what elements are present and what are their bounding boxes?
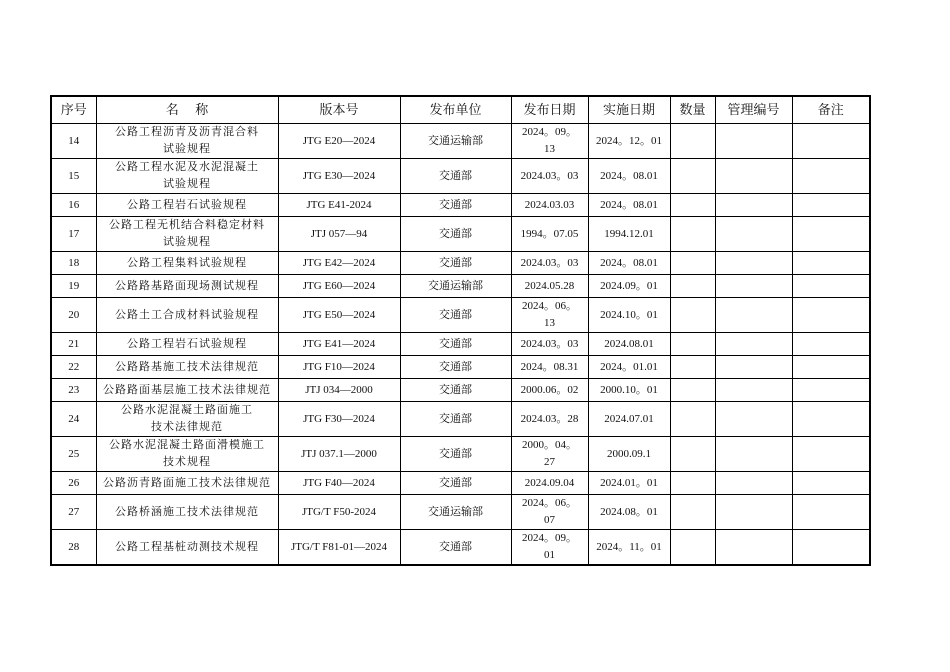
- cell-publish-date: 2024。06。 07: [511, 495, 588, 530]
- cell-name: 公路工程沥青及沥青混合料 试验规程: [96, 124, 278, 159]
- cell-effective-date: 2024。08.01: [588, 159, 670, 194]
- header-remark: 备注: [792, 96, 870, 124]
- cell-version: JTG/T F81-01—2024: [278, 530, 400, 566]
- cell-version: JTG E20—2024: [278, 124, 400, 159]
- table-row: [51, 356, 870, 379]
- cell-name: 公路桥涵施工技术法律规范: [96, 495, 278, 530]
- table-row: [51, 217, 870, 252]
- cell-seq: 25: [51, 437, 96, 472]
- cell-effective-date: 2024.08。01: [588, 495, 670, 530]
- cell-mgmt-no: [715, 379, 792, 402]
- cell-quantity: [670, 194, 715, 217]
- cell-publish-date: 2024。09。 01: [511, 530, 588, 566]
- cell-publisher: 交通部: [400, 472, 511, 495]
- cell-seq: 17: [51, 217, 96, 252]
- cell-version: JTJ 034—2000: [278, 379, 400, 402]
- cell-version: JTG/T F50-2024: [278, 495, 400, 530]
- table-row: [51, 402, 870, 437]
- cell-publish-date: 2000。04。 27: [511, 437, 588, 472]
- cell-mgmt-no: [715, 402, 792, 437]
- cell-publish-date: 2024.03。03: [511, 159, 588, 194]
- cell-remark: [792, 124, 870, 159]
- cell-version: JTG E30—2024: [278, 159, 400, 194]
- table-row: [51, 472, 870, 495]
- cell-mgmt-no: [715, 495, 792, 530]
- cell-mgmt-no: [715, 437, 792, 472]
- cell-seq: 27: [51, 495, 96, 530]
- cell-name: 公路水泥混凝土路面施工 技术法律规范: [96, 402, 278, 437]
- cell-quantity: [670, 275, 715, 298]
- table-row: [51, 194, 870, 217]
- cell-quantity: [670, 530, 715, 566]
- cell-version: JTG F40—2024: [278, 472, 400, 495]
- header-mgmt-no: 管理编号: [715, 96, 792, 124]
- cell-publisher: 交通运输部: [400, 124, 511, 159]
- cell-name: 公路工程基桩动测技术规程: [96, 530, 278, 566]
- cell-seq: 14: [51, 124, 96, 159]
- cell-mgmt-no: [715, 298, 792, 333]
- cell-effective-date: 2024.09。01: [588, 275, 670, 298]
- cell-seq: 16: [51, 194, 96, 217]
- cell-quantity: [670, 298, 715, 333]
- cell-remark: [792, 495, 870, 530]
- cell-mgmt-no: [715, 530, 792, 566]
- cell-effective-date: 2024。08.01: [588, 252, 670, 275]
- cell-publish-date: 2024.03.03: [511, 194, 588, 217]
- header-publisher: 发布单位: [400, 96, 511, 124]
- cell-publisher: 交通部: [400, 437, 511, 472]
- cell-publisher: 交通部: [400, 530, 511, 566]
- cell-seq: 22: [51, 356, 96, 379]
- cell-quantity: [670, 333, 715, 356]
- header-version: 版本号: [278, 96, 400, 124]
- cell-mgmt-no: [715, 472, 792, 495]
- cell-publisher: 交通部: [400, 333, 511, 356]
- cell-publish-date: 2024.03。03: [511, 333, 588, 356]
- cell-remark: [792, 298, 870, 333]
- standards-register-table: [50, 95, 871, 566]
- cell-name: 公路沥青路面施工技术法律规范: [96, 472, 278, 495]
- cell-effective-date: 2024。11。01: [588, 530, 670, 566]
- cell-seq: 23: [51, 379, 96, 402]
- table-row: [51, 275, 870, 298]
- cell-seq: 21: [51, 333, 96, 356]
- cell-publisher: 交通部: [400, 298, 511, 333]
- table-row: [51, 333, 870, 356]
- header-quantity: 数量: [670, 96, 715, 124]
- cell-seq: 18: [51, 252, 96, 275]
- cell-name: 公路路面基层施工技术法律规范: [96, 379, 278, 402]
- cell-effective-date: 2000.10。01: [588, 379, 670, 402]
- cell-mgmt-no: [715, 159, 792, 194]
- table-body: [51, 124, 870, 566]
- cell-quantity: [670, 402, 715, 437]
- cell-remark: [792, 159, 870, 194]
- cell-publisher: 交通部: [400, 252, 511, 275]
- cell-name: 公路水泥混凝土路面滑模施工 技术规程: [96, 437, 278, 472]
- table-row: [51, 159, 870, 194]
- cell-version: JTG E41—2024: [278, 333, 400, 356]
- cell-name: 公路土工合成材料试验规程: [96, 298, 278, 333]
- cell-publish-date: 2024.05.28: [511, 275, 588, 298]
- cell-effective-date: 2024。01.01: [588, 356, 670, 379]
- header-name: 名 称: [96, 96, 278, 124]
- cell-remark: [792, 472, 870, 495]
- cell-publisher: 交通部: [400, 159, 511, 194]
- cell-name: 公路工程水泥及水泥混凝土 试验规程: [96, 159, 278, 194]
- cell-version: JTG F10—2024: [278, 356, 400, 379]
- cell-version: JTG F30—2024: [278, 402, 400, 437]
- cell-effective-date: 2024.07.01: [588, 402, 670, 437]
- cell-mgmt-no: [715, 252, 792, 275]
- header-effective-date: 实施日期: [588, 96, 670, 124]
- table-row: [51, 495, 870, 530]
- cell-name: 公路工程集料试验规程: [96, 252, 278, 275]
- cell-seq: 24: [51, 402, 96, 437]
- cell-version: JTG E50—2024: [278, 298, 400, 333]
- cell-publisher: 交通部: [400, 379, 511, 402]
- cell-publish-date: 2024.03。03: [511, 252, 588, 275]
- cell-publisher: 交通部: [400, 402, 511, 437]
- cell-name: 公路工程无机结合料稳定材料 试验规程: [96, 217, 278, 252]
- cell-publisher: 交通部: [400, 194, 511, 217]
- cell-name: 公路路基施工技术法律规范: [96, 356, 278, 379]
- cell-remark: [792, 379, 870, 402]
- cell-remark: [792, 275, 870, 298]
- cell-mgmt-no: [715, 333, 792, 356]
- cell-publish-date: 1994。07.05: [511, 217, 588, 252]
- cell-publish-date: 2024.03。28: [511, 402, 588, 437]
- cell-seq: 19: [51, 275, 96, 298]
- cell-effective-date: 2024.08.01: [588, 333, 670, 356]
- cell-quantity: [670, 379, 715, 402]
- cell-mgmt-no: [715, 217, 792, 252]
- cell-quantity: [670, 472, 715, 495]
- cell-effective-date: 2024。08.01: [588, 194, 670, 217]
- cell-mgmt-no: [715, 356, 792, 379]
- cell-effective-date: 2024。12。01: [588, 124, 670, 159]
- cell-effective-date: 1994.12.01: [588, 217, 670, 252]
- table-row: [51, 437, 870, 472]
- cell-publisher: 交通部: [400, 217, 511, 252]
- cell-remark: [792, 252, 870, 275]
- cell-quantity: [670, 495, 715, 530]
- cell-publisher: 交通运输部: [400, 495, 511, 530]
- cell-version: JTJ 057—94: [278, 217, 400, 252]
- cell-remark: [792, 217, 870, 252]
- cell-remark: [792, 333, 870, 356]
- cell-quantity: [670, 356, 715, 379]
- cell-publish-date: 2024。08.31: [511, 356, 588, 379]
- cell-effective-date: 2024.10。01: [588, 298, 670, 333]
- cell-seq: 26: [51, 472, 96, 495]
- cell-version: JTG E60—2024: [278, 275, 400, 298]
- cell-seq: 15: [51, 159, 96, 194]
- cell-quantity: [670, 437, 715, 472]
- table-row: [51, 124, 870, 159]
- cell-version: JTG E42—2024: [278, 252, 400, 275]
- cell-name: 公路工程岩石试验规程: [96, 194, 278, 217]
- cell-remark: [792, 437, 870, 472]
- cell-seq: 28: [51, 530, 96, 566]
- cell-mgmt-no: [715, 275, 792, 298]
- cell-version: JTJ 037.1—2000: [278, 437, 400, 472]
- table-row: [51, 298, 870, 333]
- cell-quantity: [670, 124, 715, 159]
- cell-name: 公路工程岩石试验规程: [96, 333, 278, 356]
- table-header-row: [51, 96, 870, 124]
- cell-remark: [792, 194, 870, 217]
- cell-name: 公路路基路面现场测试规程: [96, 275, 278, 298]
- cell-quantity: [670, 159, 715, 194]
- cell-seq: 20: [51, 298, 96, 333]
- header-publish-date: 发布日期: [511, 96, 588, 124]
- table-row: [51, 252, 870, 275]
- cell-publish-date: 2024.09.04: [511, 472, 588, 495]
- table-row: [51, 379, 870, 402]
- cell-effective-date: 2000.09.1: [588, 437, 670, 472]
- cell-quantity: [670, 217, 715, 252]
- cell-remark: [792, 530, 870, 566]
- cell-remark: [792, 402, 870, 437]
- cell-effective-date: 2024.01。01: [588, 472, 670, 495]
- cell-publish-date: 2000.06。02: [511, 379, 588, 402]
- cell-publisher: 交通运输部: [400, 275, 511, 298]
- cell-mgmt-no: [715, 124, 792, 159]
- cell-version: JTG E41-2024: [278, 194, 400, 217]
- cell-remark: [792, 356, 870, 379]
- cell-publish-date: 2024。06。 13: [511, 298, 588, 333]
- cell-publish-date: 2024。09。 13: [511, 124, 588, 159]
- cell-publisher: 交通部: [400, 356, 511, 379]
- header-seq: 序号: [51, 96, 96, 124]
- cell-mgmt-no: [715, 194, 792, 217]
- table-row: [51, 530, 870, 566]
- cell-quantity: [670, 252, 715, 275]
